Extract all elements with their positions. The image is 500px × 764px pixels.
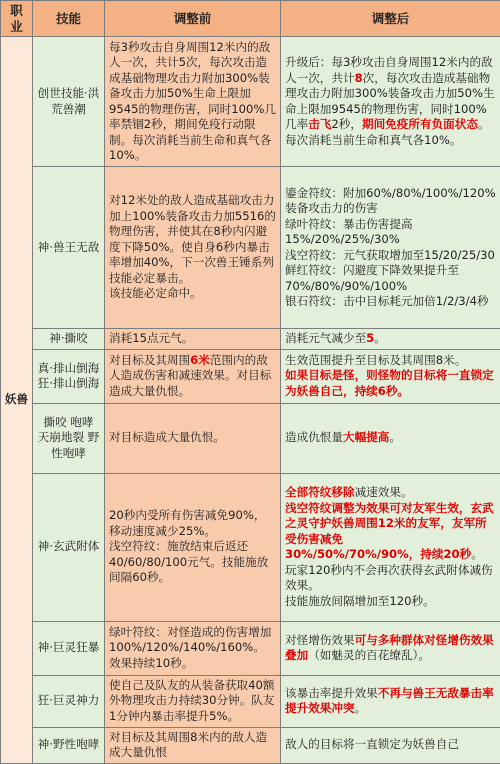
skill-row (1, 349, 500, 403)
text-line (109, 193, 276, 286)
header-row (1, 1, 500, 37)
text-segment: 对目标及其周围 (109, 353, 190, 367)
text-segment: 。 (374, 331, 386, 345)
text-line (109, 331, 276, 347)
text-segment: 鎏金符纹：附加60%/80%/100%/120%装备攻击力的伤害 (285, 186, 496, 216)
header-job: 职业 (1, 1, 33, 37)
text-segment: 对目标造成大量仇恨。 (109, 430, 225, 444)
before-cell (105, 621, 281, 675)
header-skill: 技能 (33, 1, 105, 37)
text-line (285, 686, 496, 717)
text-line (285, 594, 496, 610)
highlight-text: 浅空符纹调整为效果可对友军生效，玄武之灵守护妖兽周围12米的友军，友军所受伤害减免 (285, 501, 494, 546)
text-segment: 范围内的敌人造成伤害和减速效果。对目标造成大量仇恨。 (109, 353, 271, 398)
highlight-text: 击飞 (308, 117, 331, 131)
text-line (109, 539, 276, 586)
text-line (109, 625, 276, 672)
after-cell (281, 329, 500, 350)
text-line (285, 55, 496, 148)
text-line (285, 633, 496, 664)
after-cell (281, 349, 500, 403)
text-segment: （如魅灵的百花缭乱）。 (308, 648, 430, 662)
skill-row (1, 37, 500, 167)
text-line (109, 286, 276, 302)
text-line (109, 430, 276, 446)
skill-row (1, 621, 500, 675)
text-line (109, 508, 276, 539)
text-segment: 对12米处的敌人造成基础攻击力加上100%装备攻击力加5516的物理伤害，并使其在8秒内闪避度下降50%。使自身6秒内暴击率增加40%，下一次兽王锤系列技能必定暴击。 (109, 193, 276, 285)
text-line (285, 331, 496, 347)
skill-row (1, 675, 500, 727)
text-segment: 银石符纹：击中目标耗元加倍1/2/3/4秒 (285, 294, 489, 308)
highlight-text: 期间免疫所有负面状态 (362, 117, 478, 131)
text-line (285, 563, 496, 594)
text-segment: 技能施放间隔增加至120秒。 (285, 594, 435, 608)
highlight-text: 不再与兽王无敌暴击率提升效果冲突 (285, 686, 494, 716)
after-cell (281, 621, 500, 675)
after-cell (281, 167, 500, 329)
text-line (285, 294, 496, 310)
text-segment: 次，每次攻击造成基础物理攻击力附加300%装备攻击力加50%生命上限加9545的物理伤害，同时100%几率 (285, 71, 495, 132)
text-segment: 玩家120秒内不会再次获得玄武附体减伤效果。 (285, 563, 493, 593)
after-cell (281, 37, 500, 167)
text-line (109, 353, 276, 400)
highlight-text: 大幅提高 (343, 430, 389, 444)
job-cell: 妖兽 (1, 37, 33, 764)
skill-name-cell: 神·野性咆哮 (33, 727, 105, 763)
text-line (285, 547, 496, 563)
text-segment: 敌人的目标将一直锁定为妖兽自己 (285, 737, 459, 751)
skill-row (1, 167, 500, 329)
text-segment: 20秒内受所有伤害减免90%，移动速度减少25%。 (109, 508, 265, 538)
text-line (285, 501, 496, 548)
text-segment: 。 (471, 547, 483, 561)
highlight-text: 全部符纹移除 (285, 485, 355, 499)
text-segment: 浅空符纹：施放结束后返还40/60/80/100元气。技能施放间隔60秒。 (109, 539, 268, 584)
skill-name-cell: 神·巨灵狂暴 (33, 621, 105, 675)
text-segment: 升级后：每3秒攻击自身周围12米内的敌人一次，共计 (285, 55, 493, 85)
header-after: 调整后 (281, 1, 500, 37)
before-cell (105, 675, 281, 727)
text-line (285, 186, 496, 217)
text-segment: 造成仇恨量 (285, 430, 343, 444)
highlight-text: 如果目标是怪，则怪物的目标将一直锁定为妖兽自己，持续6秒。 (285, 368, 494, 398)
text-segment: 生效范围提升至目标及其周围8米。 (285, 353, 466, 367)
text-segment: 对目标及其周围8米内的敌人造成大量仇恨 (109, 730, 267, 760)
skill-row (1, 473, 500, 621)
text-segment: 。每次消耗当前生命和真气各10%。 (285, 117, 490, 147)
skill-row (1, 329, 500, 350)
skill-name-cell: 撕咬 咆哮 天崩地裂 野性咆哮 (33, 403, 105, 473)
text-line (285, 737, 496, 753)
highlight-text: 可与多种群体对怪增伤效果叠加 (285, 633, 494, 663)
before-cell (105, 349, 281, 403)
text-segment: 减速效果。 (355, 485, 413, 499)
skill-name-cell: 狂·巨灵神力 (33, 675, 105, 727)
after-cell (281, 675, 500, 727)
skill-name-cell: 神·兽王无敌 (33, 167, 105, 329)
skill-name-cell: 神·玄武附体 (33, 473, 105, 621)
after-cell (281, 403, 500, 473)
skill-name-cell: 真·排山倒海 狂·排山倒海 (33, 349, 105, 403)
text-line (285, 248, 496, 264)
before-cell (105, 473, 281, 621)
text-segment: 对怪增伤效果 (285, 633, 355, 647)
text-line (285, 430, 496, 446)
before-cell (105, 37, 281, 167)
text-segment: 该暴击率提升效果 (285, 686, 378, 700)
text-line (285, 263, 496, 294)
text-line (109, 678, 276, 725)
skill-row (1, 727, 500, 763)
text-segment: 鲜红符纹：闪避度下降效果提升至70%/80%/90%/100% (285, 263, 459, 293)
text-segment: 每3秒攻击自身周围12米内的敌人一次，共计5次，每次攻击造成基础物理攻击力附加300%装备攻击力加50%生命上限加9545的物理伤害，同时100%几率禁锢2秒，期间免疫行动限制。每次消耗当前生命和真气各10%。 (109, 40, 276, 163)
skill-row (1, 403, 500, 473)
text-segment: 绿叶符纹：暴击伤害提高15%/20%/25%/30% (285, 217, 413, 247)
highlight-text: 30%/50%/70%/90%，持续20秒 (285, 547, 471, 561)
highlight-text: 8 (355, 71, 363, 85)
text-segment: 消耗15点元气。 (109, 331, 193, 345)
text-segment: 2秒， (331, 117, 362, 131)
text-line (285, 368, 496, 399)
before-cell (105, 403, 281, 473)
skill-name-cell: 神·撕咬 (33, 329, 105, 350)
before-cell (105, 329, 281, 350)
text-line (285, 217, 496, 248)
text-segment: 。 (389, 430, 401, 444)
highlight-text: 6米 (190, 353, 210, 367)
text-segment: 该技能必定命中。 (109, 286, 202, 300)
text-segment: 。 (355, 701, 367, 715)
header-before: 调整前 (105, 1, 281, 37)
skill-name-cell: 创世技能·洪荒兽潮 (33, 37, 105, 167)
before-cell (105, 167, 281, 329)
before-cell (105, 727, 281, 763)
after-cell (281, 727, 500, 763)
text-line (109, 40, 276, 164)
text-line (109, 730, 276, 761)
text-segment: 消耗元气减少至 (285, 331, 366, 345)
text-segment: 绿叶符纹：对怪造成的伤害增加100%/120%/140%/160%。效果持续10秒。 (109, 625, 271, 670)
text-line (285, 353, 496, 369)
text-segment: 浅空符纹：元气获取增加至15/20/25/30 (285, 248, 495, 262)
highlight-text: 5 (366, 331, 374, 345)
after-cell (281, 473, 500, 621)
text-line (285, 485, 496, 501)
text-segment: 使自己及队友的从装备获取40额外物理攻击力持续30分钟。队友1分钟内暴击率提升5%。 (109, 678, 274, 723)
